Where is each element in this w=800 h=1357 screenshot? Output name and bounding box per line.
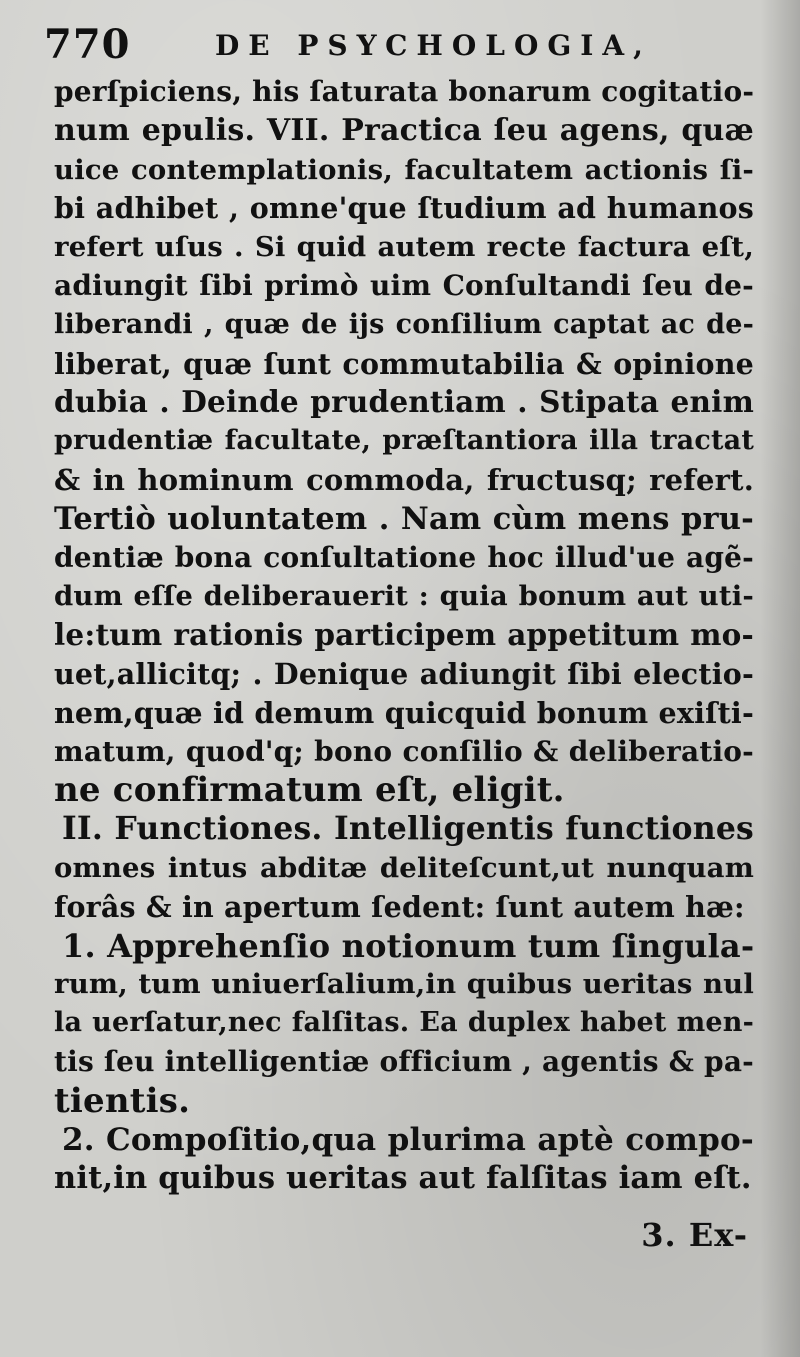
text-line: uet,allicitq; . Denique adiungit ſibi electio- <box>54 656 754 691</box>
running-title: DE PSYCHOLOGIA, <box>215 29 652 62</box>
text-line: tis ſeu intelligentiæ officium , agentis & pa- <box>54 1044 754 1078</box>
text-line: rum, tum uniuerſalium,in quibus ueritas nul <box>54 968 754 1001</box>
text-line: adiungit ſibi primò uim Conſultandi ſeu de- <box>54 268 754 302</box>
text-line: omnes intus abditæ deliteſcunt,ut nunquam <box>54 851 754 884</box>
text-line: dentiæ bona conſultatione hoc illud'ue agẽ- <box>54 540 754 574</box>
page-number: 770 <box>44 21 131 68</box>
text-line: la uerſatur,nec falſitas. Ea duplex habet men- <box>54 1007 754 1039</box>
text-line: liberandi , quæ de ijs conſilium captat ac de- <box>54 308 754 340</box>
page-edge-shadow <box>760 0 800 1357</box>
text-line: tientis. <box>54 1080 191 1121</box>
list-item-line: 1. Apprehenſio notionum tum ſingula- <box>62 926 755 965</box>
text-line: dum eſſe deliberauerit : quia bonum aut uti- <box>54 580 754 613</box>
running-head <box>40 20 760 70</box>
text-line: uice contemplationis, facultatem actionis ſi- <box>54 153 754 186</box>
list-item-line: 2. Compoſitio,qua plurima aptè compo- <box>62 1121 754 1158</box>
text-line: refert uſus . Si quid autem recte factura eſt, <box>54 231 754 264</box>
catchword: 3. Ex- <box>641 1216 748 1254</box>
text-line: forâs & in apertum ſedent: ſunt autem hæ: <box>54 889 745 924</box>
text-line: ne confirmatum eſt, eligit. <box>54 770 565 811</box>
text-line: liberat, quæ ſunt commutabilia & opinione <box>54 346 754 381</box>
text-line: prudentiæ facultate, præſtantiora illa tractat <box>54 425 754 457</box>
text-line: & in hominum commoda, fructusq; refert. <box>54 462 754 497</box>
text-line: matum, quod'q; bono conſilio & deliberatio- <box>54 734 754 768</box>
text-line: Tertiò uoluntatem . Nam cùm mens pru- <box>54 500 754 537</box>
text-line: perſpiciens, his ſaturata bonarum cogitatio- <box>54 75 755 108</box>
text-line: dubia . Deinde prudentiam . Stipata enim <box>54 384 754 420</box>
text-line: le:tum rationis participem appetitum mo- <box>54 617 754 653</box>
text-line: num epulis. VII. Practica ſeu agens, quæ <box>54 112 754 148</box>
section-heading-line: II. Functiones. Intelligentis functiones <box>62 810 754 848</box>
text-line: nit,in quibus ueritas aut falſitas iam eſt. <box>54 1160 752 1197</box>
text-line: nem,quæ id demum quicquid bonum exiſti- <box>54 695 754 730</box>
text-line: bi adhibet , omne'que ſtudium ad humanos <box>54 191 754 226</box>
body-text <box>54 73 754 1198</box>
